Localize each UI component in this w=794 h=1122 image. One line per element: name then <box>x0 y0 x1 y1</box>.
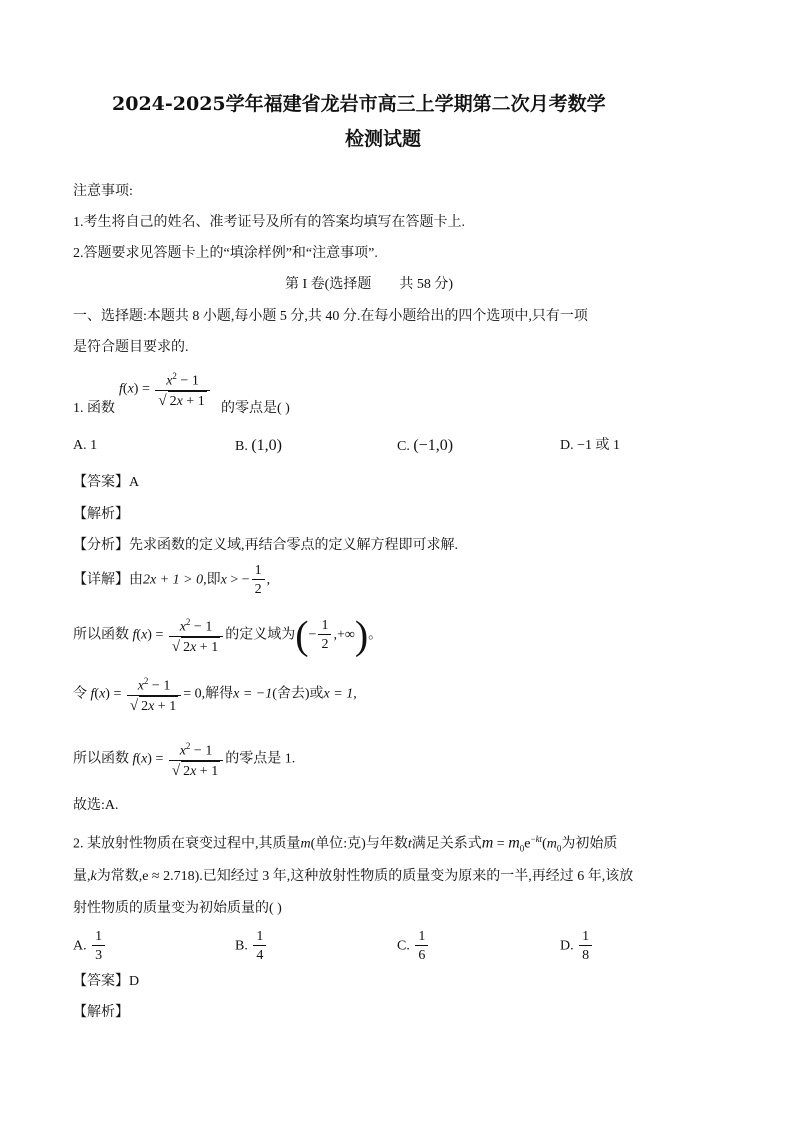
notes-item-2: 2.答题要求见答题卡上的“填涂样例”和“注意事项”. <box>73 246 378 261</box>
q2-answer: 【答案】D <box>73 974 140 989</box>
volume-label: 第 I 卷(选择题 <box>285 277 372 292</box>
q1-option-a: A. 1 <box>73 438 98 453</box>
volume-points: 共 58 分) <box>399 277 453 292</box>
detail-label: 【详解】由 <box>73 572 143 588</box>
q1-fraction: $\frac{x^2 - 1}{√ 2x + 1}$ <box>155 368 209 411</box>
q1-option-c: C. (−1,0) <box>397 437 454 454</box>
q1-stem-tail: 的零点是( ) <box>221 401 290 416</box>
q1-option-d: D. −1 或 1 <box>560 438 621 453</box>
q2-stem-line1: 2. 某放射性物质在衰变过程中,其质量m(单位:克)与年数t满足关系式$m = m_0e^{-kt}(m_0$为初始质 <box>73 834 618 854</box>
q1-answer: 【答案】A <box>73 475 140 490</box>
detail-end: , <box>266 572 271 588</box>
detail-mid: ,即 <box>203 572 221 588</box>
notes-item-1: 1.考生将自己的姓名、准考证号及所有的答案均填写在答题卡上. <box>73 215 465 230</box>
q1-choose: 故选:A. <box>73 798 119 813</box>
page-title-line2: 检测试题 <box>345 128 422 150</box>
part1-instructions-line2: 是符合题目要求的. <box>73 340 189 355</box>
q2-option-c: C. $\frac{1}{6}$ <box>397 928 430 965</box>
q2-option-b: B. $\frac{1}{4}$ <box>235 928 268 965</box>
page-title: 2024-2025学年福建省龙岩市高三上学期第二次月考数学 <box>112 93 606 115</box>
q1-function-formula: f(x) = $\frac{x^2 - 1}{√ 2x + 1}$ <box>119 368 212 411</box>
q1-zero-line: 所以函数 f(x) = $\frac{x^2 - 1}{√ 2x + 1}$ 的零点是 1. <box>73 738 295 781</box>
q1-analysis-label: 【解析】 <box>73 507 129 522</box>
volume-heading <box>285 276 453 294</box>
q2-stem-line3: 射性物质的质量变为初始质量的( ) <box>73 901 282 916</box>
q2-analysis-label: 【解析】 <box>73 1005 129 1020</box>
q1-option-b: B. (1,0) <box>235 437 282 454</box>
q1-detail: 【详解】由2x + 1 > 0,即x > − $\frac{1}{2}$ , <box>73 563 271 597</box>
part1-instructions: 一、选择题:本题共 8 小题,每小题 5 分,共 40 分.在每小题给出的四个选项中,只有一项 <box>73 309 588 324</box>
q1-number: 1. 函数 <box>73 401 115 416</box>
q2-stem-line2: 量,k为常数,e ≈ 2.718).已知经过 3 年,这种放射性物质的质量变为原来的一半,再经过 6 年,该放 <box>73 869 634 884</box>
notes-heading: 注意事项: <box>73 184 133 199</box>
q1-fenxi: 【分析】先求函数的定义域,再结合零点的定义解方程即可求解. <box>73 538 458 553</box>
q1-solve-line: 令 f(x) = $\frac{x^2 - 1}{√ 2x + 1}$ = 0,解得x = −1(舍去)或x = 1, <box>73 673 357 716</box>
q2-option-d: D. $\frac{1}{8}$ <box>560 928 594 965</box>
q1-domain-line: 所以函数 f(x) = $\frac{x^2 - 1}{√ 2x + 1}$ 的定义域为(− $\frac{1}{2}$ ,+∞)。 <box>73 612 383 658</box>
q2-option-a: A. $\frac{1}{3}$ <box>73 928 107 965</box>
detail-inequality: 2x + 1 > 0 <box>143 572 204 588</box>
